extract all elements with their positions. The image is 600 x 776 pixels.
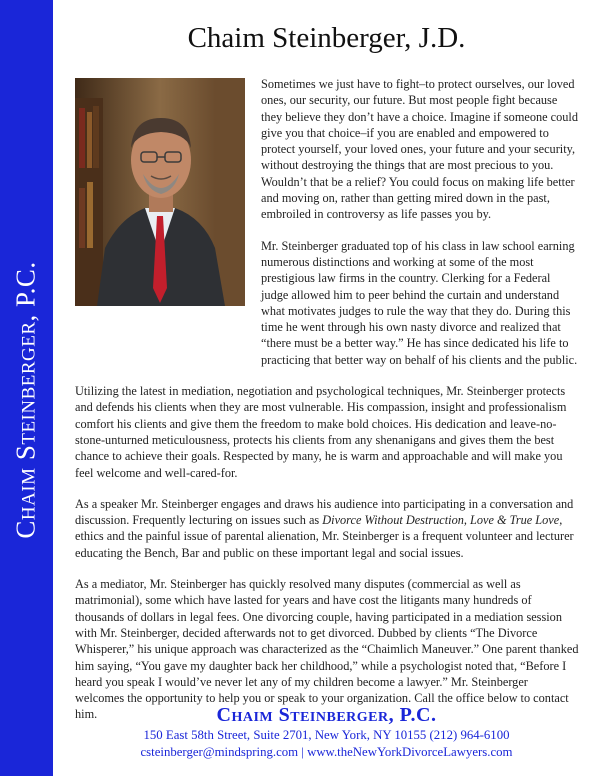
page-title: Chaim Steinberger, J.D. (187, 22, 466, 54)
lecture-topics: Divorce Without Destruction, Love & True Love (322, 513, 560, 528)
speaker-text-start: As a speaker Mr. Steinberger engages and draws his audience into participating in a conversation and discussion. Frequently lecturing on issues such as (75, 496, 574, 528)
photo-spacer (75, 76, 261, 360)
speaker-text-end: , ethics and the painful issue of parental alienation, Mr. Steinberger is a frequent volunteer and lecturer educating the Bench, Bar and public on these important legal and social issues. (75, 513, 574, 560)
paragraph-intro: Sometimes we just have to fight–to protect ourselves, our loved ones, our security, our future. But most people fight because they believe they don’t have a choice. Imagine if someone could give you that choice–if you are enabled and empowered to protect yourself, your loved ones, your future and your security, without destroying the things that are most precious to you. Wouldn’t that be a relief? You could focus on making life better and moving on, rather than getting mired down in the past, embroiled in controversy as life passes you by. (261, 77, 578, 222)
sidebar-firm-name: Chaim Steinberger, P.C. (10, 261, 41, 539)
footer-firm-name: Chaim Steinberger, P.C. (216, 704, 437, 726)
sidebar-band (0, 0, 53, 776)
paragraph-mediator: As a mediator, Mr. Steinberger has quickly resolved many disputes (commercial as well as matrimonial), some which have lasted for years and have cost the litigants many hundreds of thousands of dollars in legal fees. One divorcing couple, having participated in a mediation session with Mr. Steinberger, decided afterwards not to get divorced. Dubbed by clients “The Divorce Whisperer,” his unique approach was characterized as the “Chaimlich Maneuver.” One parent thanked him saying, “You gave my daughter back her childhood,” while a psychologist noted that, “Before I heard you speak I would’ve never let any of my children become a lawyer.” Mr. Steinberger welcomes the opportunity to help you or speak to your organization. Call the office below to contact him. (75, 577, 579, 722)
footer-address: 150 East 58th Street, Suite 2701, New York, NY 10155 (212) 964-6100 (143, 728, 510, 742)
paragraph-speaker (75, 496, 580, 561)
body-text (75, 76, 580, 738)
paragraph-background: Mr. Steinberger graduated top of his class in law school earning numerous distinctions and working at some of the most prestigious law firms in the country. Clerking for a Federal judge allowed him to peer behind the curtain and understand what motivates judges to rule the way that they do. During this time he went through his own nasty divorce and realized that “there must be a better way.” He has since dedicated his life to practicing that better way on behalf of his clients and the public. (261, 238, 578, 367)
footer-contact: csteinberger@mindspring.com | www.theNewYorkDivorceLawyers.com (140, 745, 513, 759)
footer (53, 703, 600, 761)
paragraph-approach: Utilizing the latest in mediation, negotiation and psychological techniques, Mr. Steinberger protects and defends his clients when they are most vulnerable. His compassion, insight and professionalism comfort his clients and give them the freedom to make bold choices. His dedication and leave-no-stone-unturned meticulousness, protects his clients from any shenanigans and gives them the best chance to achieve their goals. Respected by many, he is warm and approachable and will make you feel welcome and well-cared-for. (75, 384, 567, 480)
